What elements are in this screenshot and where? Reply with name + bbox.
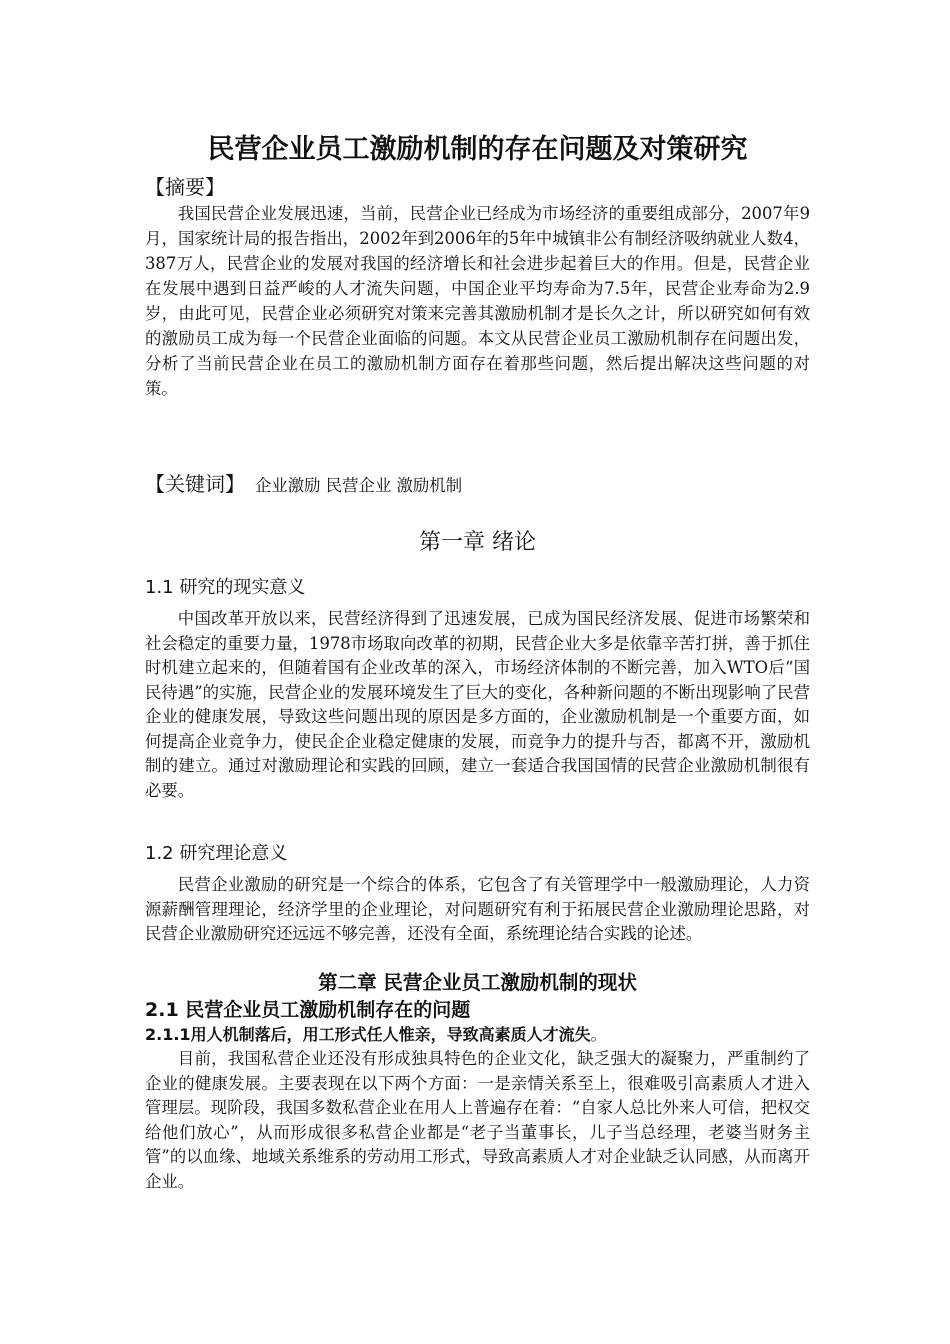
abstract-paragraph: 我国民营企业发展迅速，当前，民营企业已经成为市场经济的重要组成部分，2007年9月，国家统计局的报告指出，2002年到2006年的5年中城镇非公有制经济吸纳就业人数4，387万人，民营企业的发展对我国的经济增长和社会进步起着巨大的作用。但是，民营企业在发展中遇到日益严峻的人才流失问题，中国企业平均寿命为7.5年，民营企业寿命为2.9岁，由此可见，民营企业必须研究对策来完善其激励机制才是长久之计，所以研究如何有效的激励员工成为每一个民营企业面临的问题。本文从民营企业员工激励机制存在问题出发，分析了当前民营企业在员工的激励机制方面存在着那些问题，然后提出解决这些问题的对策。 bbox=[145, 204, 810, 398]
section-2-1-1-period: 。 bbox=[590, 1025, 607, 1044]
keywords-value: 企业激励 民营企业 激励机制 bbox=[255, 476, 463, 495]
section-1-2-heading: 1.2 研究理论意义 bbox=[145, 843, 288, 864]
section-2-1-1-paragraph: 目前，我国私营企业还没有形成独具特色的企业文化，缺乏强大的凝聚力，严重制约了企业的健康发展。主要表现在以下两个方面：一是亲情关系至上，很难吸引高素质人才进入管理层。现阶段，我国多数私营企业在用人上普遍存在着：“自家人总比外来人可信，把权交给他们放心”，从而形成很多私营企业都是“老子当董事长，儿子当总经理，老婆当财务主管”的以血缘、地域关系维系的劳动用工形式，导致高素质人才对企业缺乏认同感，从而离开企业。 bbox=[145, 1049, 810, 1191]
section-2-1-heading: 2.1 民营企业员工激励机制存在的问题 bbox=[145, 999, 471, 1021]
keywords-line bbox=[145, 470, 462, 500]
document-title: 民营企业员工激励机制的存在问题及对策研究 bbox=[207, 134, 748, 165]
abstract-heading: 【摘要】 bbox=[145, 175, 225, 199]
section-1-1-heading: 1.1 研究的现实意义 bbox=[145, 577, 306, 598]
chapter-2-heading: 第二章 民营企业员工激励机制的现状 bbox=[318, 971, 637, 994]
section-2-1-1-title: 用人机制落后，用工形式任人惟亲，导致高素质人才流失 bbox=[190, 1025, 591, 1044]
section-2-1-1-number: 2.1.1 bbox=[145, 1025, 191, 1044]
section-1-1-paragraph: 中国改革开放以来，民营经济得到了迅速发展，已成为国民经济发展、促进市场繁荣和社会稳定的重要力量，1978市场取向改革的初期，民营企业大多是依靠辛苦打拼，善于抓住时机建立起来的，但随着国有企业改革的深入，市场经济体制的不断完善，加入WTO后“国民待遇”的实施，民营企业的发展环境发生了巨大的变化，各种新问题的不断出现影响了民营企业的健康发展，导致这些问题出现的原因是多方面的，企业激励机制是一个重要方面，如何提高企业竞争力，使民企企业稳定健康的发展，而竞争力的提升与否，都离不开，激励机制的建立。通过对激励理论和实践的回顾，建立一套适合我国国情的民营企业激励机制很有必要。 bbox=[145, 609, 810, 800]
section-2-1-1-heading bbox=[145, 1023, 607, 1047]
section-1-2-paragraph: 民营企业激励的研究是一个综合的体系，它包含了有关管理学中一般激励理论，人力资源薪酬管理理论，经济学里的企业理论，对问题研究有利于拓展民营企业激励理论思路，对民营企业激励研究还远远不够完善，还没有全面，系统理论结合实践的论述。 bbox=[145, 875, 810, 943]
keywords-label: 【关键词】 bbox=[145, 472, 245, 496]
chapter-1-heading: 第一章 绪论 bbox=[419, 530, 536, 555]
